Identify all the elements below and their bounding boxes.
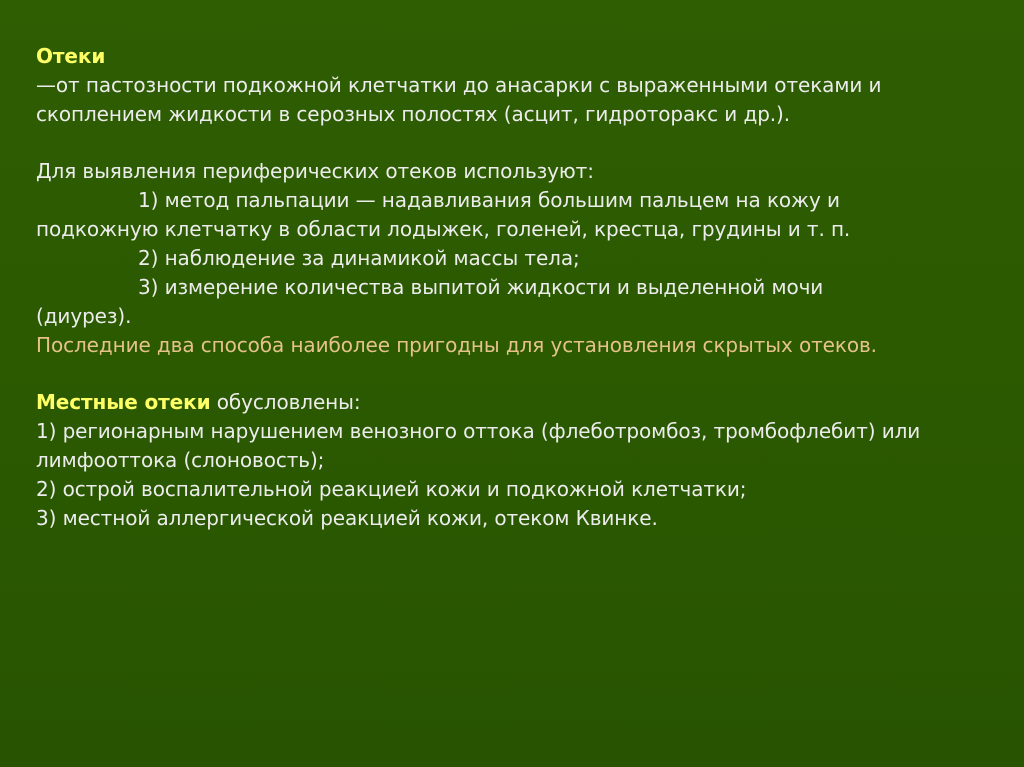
- local-item-2: 2) острой воспалительной реакцией кожи и подкожной клетчатки;: [36, 477, 747, 501]
- local-lead: [36, 388, 986, 417]
- peripheral-item-1-continuation: подкожную клетчатку в области лодыжек, голеней, крестца, грудины и т. п.: [36, 217, 851, 241]
- peripheral-item-3: 3) измерение количества выпитой жидкости и выделенной мочи: [138, 275, 824, 299]
- local-heading-suffix: обусловлены:: [210, 390, 361, 414]
- intro-paragraph: —от пастозности подкожной клетчатки до анасарки с выраженными отеками и скоплением жидкости в серозных полостях (асцит, гидроторакс и др.).: [36, 73, 882, 126]
- peripheral-item-1: 1) метод пальпации — надавливания большим пальцем на кожу и: [138, 188, 840, 212]
- local-item-3: 3) местной аллергической реакцией кожи, отеком Квинке.: [36, 506, 658, 530]
- slide-title: Отеки: [36, 44, 106, 68]
- slide-content: [36, 42, 986, 533]
- local-item-1: 1) регионарным нарушением венозного оттока (флеботромбоз, тромбофлебит) или лимфооттока (слоновость);: [36, 419, 921, 472]
- spacer: [36, 129, 986, 157]
- spacer: [36, 360, 986, 388]
- peripheral-item-2: 2) наблюдение за динамикой массы тела;: [138, 246, 580, 270]
- peripheral-item-3-continuation: (диурез).: [36, 304, 132, 328]
- peripheral-lead: Для выявления периферических отеков используют:: [36, 159, 594, 183]
- local-heading: Местные отеки: [36, 390, 211, 414]
- peripheral-note: Последние два способа наиболее пригодны для установления скрытых отеков.: [36, 333, 877, 357]
